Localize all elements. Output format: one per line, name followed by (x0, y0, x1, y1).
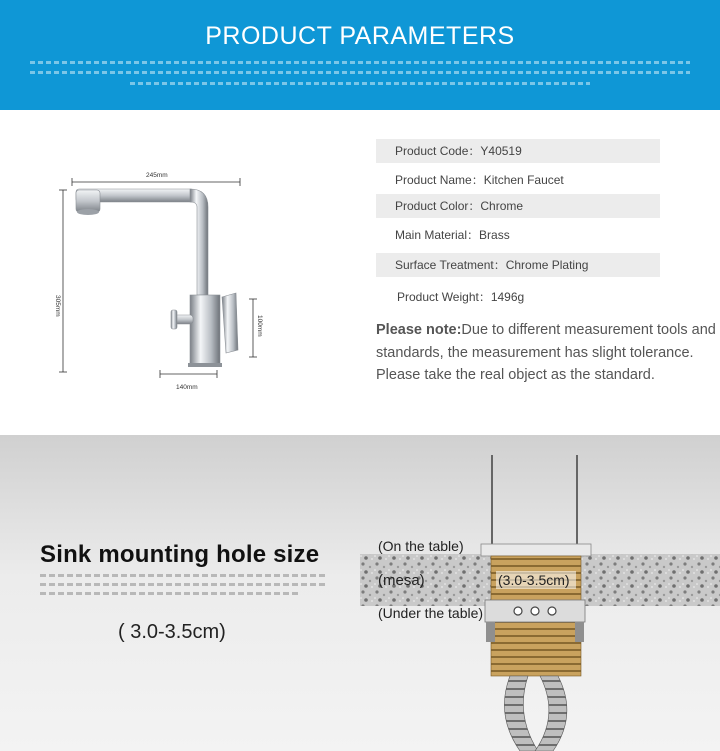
param-value: Brass (479, 228, 510, 242)
param-label: Product Color： (395, 199, 481, 213)
banner-decor-line (30, 71, 690, 74)
param-row-name (376, 168, 660, 192)
sink-title: Sink mounting hole size (40, 541, 320, 568)
param-label: Product Name： (395, 173, 484, 187)
faucet-image (76, 189, 238, 367)
param-label: Product Code： (395, 144, 481, 158)
base-height-label: 100mm (256, 315, 263, 337)
param-value: Kitchen Faucet (483, 173, 564, 187)
faucet-dimension-drawing (40, 165, 280, 405)
param-row-code (376, 139, 660, 163)
param-value: Chrome Plating (505, 258, 589, 272)
base-height-dimension (249, 299, 257, 357)
param-row-color (376, 194, 660, 218)
width-label: 245mm (146, 172, 168, 179)
param-value: Chrome (480, 199, 524, 213)
sink-section (0, 435, 720, 751)
param-label: Surface Treatment： (395, 258, 506, 272)
mesa-label: (mesa) (378, 572, 425, 589)
param-row-material (376, 223, 660, 247)
measurement-note (376, 319, 716, 387)
base-width-label: 140mm (176, 384, 198, 391)
width-dimension (72, 178, 240, 186)
base-width-dimension (160, 370, 217, 378)
header-banner (0, 0, 720, 110)
sink-hole-size: ( 3.0-3.5cm) (118, 621, 226, 643)
hole-size-label: (3.0-3.5cm) (498, 572, 570, 588)
banner-decor-line (130, 82, 590, 85)
under-table-label: (Under the table) (378, 605, 484, 621)
height-dimension (59, 190, 67, 372)
param-row-weight (376, 285, 660, 309)
param-label: Product Weight： (397, 290, 491, 304)
param-value: 1496g (490, 290, 525, 304)
product-section (0, 110, 720, 435)
sink-decor-line (40, 574, 325, 577)
sink-decor-line (40, 592, 300, 595)
on-table-label: (On the table) (378, 538, 464, 554)
banner-title: PRODUCT PARAMETERS (205, 22, 515, 50)
param-label: Main Material： (395, 228, 480, 242)
banner-decor-line (30, 61, 690, 64)
param-value: Y40519 (480, 144, 522, 158)
note-label: Please note: (376, 322, 462, 338)
note-text: Due to different measurement tools and standards, the measurement has slight tolerance. Please take the real object as the standard. (376, 322, 716, 383)
sink-mounting-diagram (360, 435, 720, 751)
height-label: 305mm (54, 295, 61, 317)
param-row-surface (376, 253, 660, 277)
sink-decor-line (40, 583, 325, 586)
